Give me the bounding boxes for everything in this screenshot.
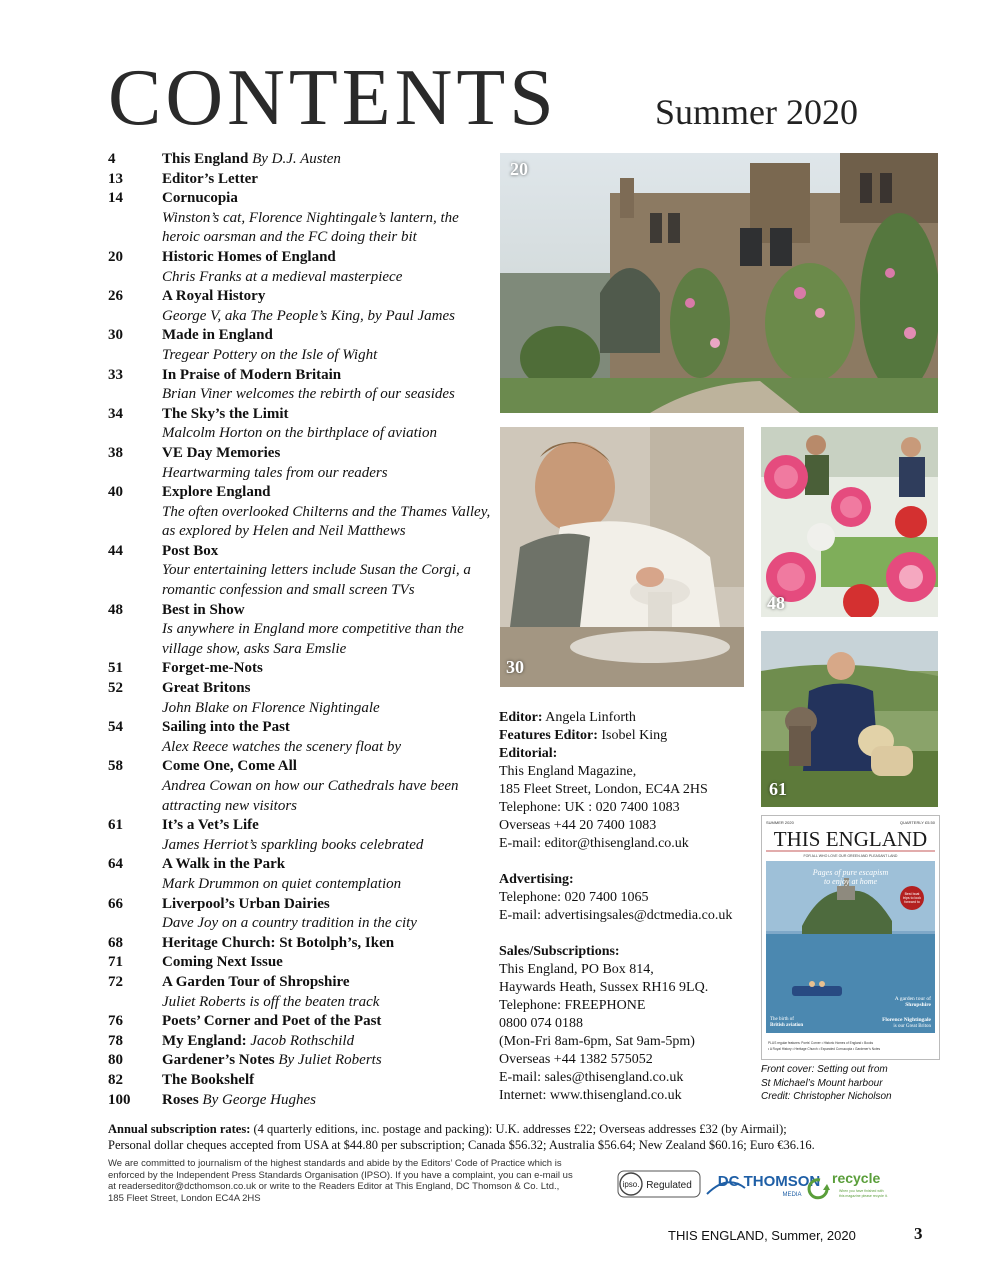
toc-title: It’s a Vet’s Life (162, 817, 259, 834)
toc-title: Post Box (162, 542, 219, 559)
cover-plus-line: • A Royal History • Heritage Church • Expanded Cornucopia • Gardener’s Notes (768, 1047, 881, 1051)
cover-headline-2: to enjoy at home (823, 877, 878, 886)
toc-entry-body (162, 855, 493, 894)
running-footer: THIS ENGLAND, Summer, 2020 (668, 1228, 856, 1243)
subscription-line-2: Personal dollar cheques accepted from USA at $44.80 per subscription; Canada $56.32; Australia $56.64; New Zealand $60.16; Euro €36.16. (108, 1138, 815, 1152)
ipso-line: at readerseditor@dcthomson.co.uk or write to the Readers Editor at This England, DC Thomson & Co. Ltd., (108, 1181, 560, 1192)
toc-title-line (162, 855, 493, 875)
toc-title: A Garden Tour of Shropshire (162, 973, 350, 990)
toc-entry-body (162, 601, 493, 660)
ipso-line: We are committed to journalism of the highest standards and abide by the Editors’ Code of Practice which is (108, 1158, 562, 1169)
toc-entry (108, 444, 493, 483)
toc-entry-body (162, 953, 493, 973)
toc-entry (108, 1071, 493, 1091)
photo-page-label: 48 (767, 593, 785, 613)
features-editor-label: Features Editor: (499, 728, 598, 743)
toc-page-number: 82 (108, 1071, 123, 1088)
toc-entry-body (162, 287, 493, 326)
toc-byline: By Juliet Roberts (278, 1052, 382, 1069)
toc-entry (108, 816, 493, 855)
toc-entry-body (162, 326, 493, 365)
dct-media: MEDIA (782, 1192, 802, 1198)
toc-entry-body (162, 189, 493, 248)
toc-description: Brian Viner welcomes the rebirth of our seasides (162, 386, 455, 403)
cover-badge-line: trips to look (903, 896, 921, 900)
toc-entry-body (162, 150, 493, 170)
cover-date: SUMMER 2020 (766, 820, 794, 825)
toc-description: John Blake on Florence Nightingale (162, 699, 380, 716)
toc-title-line (162, 189, 493, 209)
editor-name: Angela Linforth (545, 710, 636, 725)
toc-title-line (162, 1032, 493, 1052)
toc-entry-body (162, 718, 493, 757)
toc-entry-body (162, 679, 493, 718)
toc-entry (108, 953, 493, 973)
sales-line: Internet: www.thisengland.co.uk (499, 1088, 682, 1103)
toc-page-number: 13 (108, 170, 123, 187)
toc-entry-body (162, 757, 493, 816)
toc-title: Poets’ Corner and Poet of the Past (162, 1013, 382, 1030)
editorial-line: Overseas +44 20 7400 1083 (499, 818, 657, 833)
caption-line: Front cover: Setting out from (761, 1064, 888, 1075)
subscription-rates (108, 1121, 948, 1153)
cover-caption (761, 1063, 941, 1104)
toc-page-number: 80 (108, 1052, 123, 1069)
flower-show-image (761, 427, 938, 617)
toc-entry-body (162, 366, 493, 405)
vet-with-dogs-image (761, 631, 938, 807)
toc-page-number: 33 (108, 366, 123, 383)
toc-title-line (162, 973, 493, 993)
toc-entry (108, 895, 493, 934)
toc-title-line (162, 326, 493, 346)
toc-entry-body (162, 444, 493, 483)
toc-title: The Sky’s the Limit (162, 405, 289, 422)
toc-page-number: 51 (108, 660, 123, 677)
toc-entry-body (162, 405, 493, 444)
cover-right-line: A garden tour of (894, 996, 931, 1002)
toc-byline: By George Hughes (202, 1091, 316, 1108)
advertising-contact (499, 889, 754, 925)
toc-title-line (162, 953, 493, 973)
recycle-wordmark: recycle (832, 1170, 881, 1186)
cover-badge-line: Best boat (904, 892, 920, 896)
photo-page-label: 30 (506, 657, 524, 677)
toc-title: The Bookshelf (162, 1071, 255, 1088)
toc-title-line (162, 248, 493, 268)
dc-thomson-logo (707, 1173, 820, 1198)
ipso-statement (108, 1158, 598, 1204)
cover-right-line: Florence Nightingale (882, 1017, 931, 1023)
editorial-line: 185 Fleet Street, London, EC4A 2HS (499, 782, 708, 797)
toc-page-number: 34 (108, 405, 123, 422)
toc-title: My England: (162, 1032, 247, 1049)
page-title: CONTENTS (108, 54, 558, 142)
editorial-line: Telephone: UK : 020 7400 1083 (499, 800, 680, 815)
toc-title: A Royal History (162, 288, 266, 305)
toc-page-number: 100 (108, 1091, 131, 1108)
toc-byline: Jacob Rothschild (250, 1032, 355, 1049)
toc-page-number: 40 (108, 484, 123, 501)
toc-title-line (162, 679, 493, 699)
advertising-label: Advertising: (499, 872, 574, 887)
toc-entry (108, 1012, 493, 1032)
toc-title-line (162, 1071, 493, 1091)
editor-label: Editor: (499, 710, 543, 725)
toc-title-line (162, 542, 493, 562)
toc-entry (108, 659, 493, 679)
toc-title-line (162, 718, 493, 738)
cover-price: QUARTERLY £5.50 (899, 820, 935, 825)
toc-byline: By D.J. Austen (252, 151, 341, 167)
toc-description: James Herriot’s sparkling books celebrated (162, 836, 424, 853)
toc-title: Sailing into the Past (162, 719, 290, 736)
toc-title: A Walk in the Park (162, 856, 286, 873)
cover-right-line: is our Great Briton (893, 1024, 931, 1029)
toc-entry-body (162, 973, 493, 1012)
subscription-label: Annual subscription rates: (108, 1122, 251, 1136)
toc-description: Andrea Cowan on how our Cathedrals have been attracting new visitors (162, 778, 459, 814)
editorial-contact (499, 763, 754, 853)
toc-page-number: 20 (108, 248, 123, 265)
toc-description: Mark Drummon on quiet contemplation (162, 875, 402, 892)
toc-entry (108, 366, 493, 405)
toc-page-number: 68 (108, 934, 123, 951)
toc-entry (108, 973, 493, 1012)
toc-entry (108, 1032, 493, 1052)
toc-page-number: 71 (108, 954, 123, 971)
photo-vet (761, 631, 938, 807)
toc-entry (108, 287, 493, 326)
toc-title: Historic Homes of England (162, 248, 336, 265)
toc-title: Cornucopia (162, 190, 238, 207)
caption-line: Credit: Christopher Nicholson (761, 1091, 892, 1102)
toc-page-number: 54 (108, 719, 123, 736)
toc-title: Liverpool’s Urban Dairies (162, 895, 330, 912)
toc-title: Made in England (162, 327, 273, 344)
toc-title-line (162, 1091, 493, 1111)
cover-headline-1: Pages of pure escapism (812, 868, 889, 877)
sales-line: Overseas +44 1382 575052 (499, 1052, 653, 1067)
sales-line: Telephone: FREEPHONE (499, 998, 646, 1013)
toc-title: Come One, Come All (162, 758, 297, 775)
toc-page-number: 61 (108, 817, 123, 834)
toc-entry (108, 248, 493, 287)
toc-entry-body (162, 1091, 493, 1111)
toc-title: Explore England (162, 484, 271, 501)
toc-title-line (162, 934, 493, 954)
toc-title-line (162, 659, 493, 679)
toc-entry-body (162, 816, 493, 855)
toc-title-line (162, 405, 493, 425)
toc-page-number: 26 (108, 288, 123, 305)
toc-title-line (162, 1051, 493, 1071)
cover-masthead: THIS ENGLAND (773, 827, 928, 851)
toc-entry (108, 855, 493, 894)
recycle-logo (809, 1170, 888, 1198)
toc-entry (108, 1051, 493, 1071)
toc-title-line (162, 287, 493, 307)
potter-image (500, 427, 744, 687)
toc-entry-body (162, 1051, 493, 1071)
toc-page-number: 58 (108, 758, 123, 775)
recycle-sub: When you have finished with (839, 1189, 884, 1193)
sales-line: 0800 074 0188 (499, 1016, 583, 1031)
sales-line: This England, PO Box 814, (499, 962, 654, 977)
sales-label: Sales/Subscriptions: (499, 944, 620, 959)
cover-right-line: Shropshire (905, 1002, 931, 1008)
toc-page-number: 4 (108, 151, 116, 167)
cover-image (762, 816, 939, 1059)
toc-title: Gardener’s Notes (162, 1052, 275, 1069)
toc-description: Alex Reece watches the scenery float by (162, 738, 402, 755)
toc-entry (108, 542, 493, 601)
toc-page-number: 14 (108, 190, 123, 207)
toc-entry-body (162, 659, 493, 679)
toc-title-line (162, 1012, 493, 1032)
toc-title: Forget-me-Nots (162, 660, 263, 677)
toc-description: George V, aka The People’s King, by Paul James (162, 307, 456, 324)
toc-page-number: 44 (108, 542, 123, 559)
toc-description: Tregear Pottery on the Isle of Wight (162, 346, 378, 363)
toc-entry-body (162, 895, 493, 934)
cover-plus-line: PLUS regular features: Poets’ Corner • Historic Homes of England • Books (768, 1041, 874, 1045)
ipso-regulated: Regulated (646, 1180, 692, 1191)
sales-line: (Mon-Fri 8am-6pm, Sat 9am-5pm) (499, 1034, 695, 1049)
cover-left-line: The birth of (770, 1017, 794, 1022)
editorial-label: Editorial: (499, 746, 558, 761)
toc-entry (108, 679, 493, 718)
editorial-line: E-mail: editor@thisengland.co.uk (499, 836, 689, 851)
features-editor-name: Isobel King (601, 728, 668, 743)
toc-description: Your entertaining letters include Susan the Corgi, a romantic confession and small screen TVs (162, 562, 471, 599)
sales-line: Haywards Heath, Sussex RH16 9LQ. (499, 980, 709, 995)
photo-page-label: 20 (510, 159, 528, 179)
magazine-cover (761, 815, 940, 1060)
toc-description: Is anywhere in England more competitive than the village show, asks Sara Emslie (162, 621, 464, 657)
toc-title-line (162, 816, 493, 836)
toc-title: VE Day Memories (162, 444, 281, 461)
toc-entry (108, 601, 493, 660)
caption-line: St Michael’s Mount harbour (761, 1077, 883, 1089)
toc-entry (108, 934, 493, 954)
sales-line: E-mail: sales@thisengland.co.uk (499, 1070, 684, 1085)
advertising-line: E-mail: advertisingsales@dctmedia.co.uk (499, 908, 733, 923)
toc-entry (108, 1091, 493, 1111)
photo-historic-home (500, 153, 938, 413)
toc-description: Juliet Roberts is off the beaten track (162, 993, 380, 1010)
photo-page-label: 61 (769, 779, 787, 799)
toc-entry-body (162, 1032, 493, 1052)
cover-tagline: FOR ALL WHO LOVE OUR GREEN AND PLEASANT LAND (803, 854, 898, 858)
toc-page-number: 30 (108, 327, 123, 344)
toc-entry (108, 757, 493, 816)
toc-page-number: 66 (108, 895, 123, 912)
toc-description: Winston’s cat, Florence Nightingale’s lantern, the heroic oarsman and the FC doing their bit (162, 209, 459, 246)
dct-wordmark: DC THOMSON (717, 1173, 821, 1190)
toc-page-number: 52 (108, 680, 123, 697)
toc-title: Best in Show (162, 601, 245, 618)
editorial-info (499, 709, 754, 1105)
toc-title: In Praise of Modern Britain (162, 366, 342, 383)
publisher-logos (617, 1166, 917, 1202)
toc-title-line (162, 483, 493, 503)
recycle-sub: this magazine please recycle it. (839, 1194, 888, 1198)
issue-label: Summer 2020 (655, 92, 858, 132)
ipso-logo (618, 1171, 700, 1197)
toc-description: Dave Joy on a country tradition in the city (162, 915, 417, 932)
toc-page-number: 48 (108, 601, 123, 618)
toc-title-line (162, 366, 493, 386)
toc-page-number: 76 (108, 1013, 123, 1030)
toc-title-line (162, 757, 493, 777)
toc-description: Malcolm Horton on the birthplace of aviation (162, 425, 437, 442)
ipso-mark: ipso. (622, 1180, 640, 1189)
toc-entry-body (162, 1012, 493, 1032)
toc-title-line (162, 170, 493, 190)
toc-description: Heartwarming tales from our readers (162, 464, 388, 481)
toc-entry (108, 483, 493, 542)
toc-description: Chris Franks at a medieval masterpiece (162, 268, 403, 285)
toc-entry (108, 326, 493, 365)
toc-entry (108, 189, 493, 248)
toc-title: Great Britons (162, 680, 251, 697)
toc-title: Roses (162, 1091, 199, 1108)
toc-title: This England (162, 151, 249, 167)
toc-entry (108, 405, 493, 444)
toc-entry (108, 718, 493, 757)
toc-title-line (162, 444, 493, 464)
ipso-line: 185 Fleet Street, London EC4A 2HS (108, 1192, 261, 1204)
toc-title: Heritage Church: St Botolph’s, Iken (162, 934, 395, 951)
cover-left-line: British aviation (770, 1023, 804, 1028)
toc-entry-body (162, 483, 493, 542)
toc-title-line (162, 895, 493, 915)
ipso-line: enforced by the Independent Press Standards Organisation (IPSO). If you have a complaint, you can e-mail us (108, 1169, 573, 1181)
page-number: 3 (914, 1224, 923, 1243)
advertising-line: Telephone: 020 7400 1065 (499, 890, 649, 905)
toc-entry-body (162, 1071, 493, 1091)
photo-flower-show (761, 427, 938, 617)
cover-badge-line: forward to (904, 900, 920, 904)
toc-page-number: 38 (108, 444, 123, 461)
toc-entry-body (162, 934, 493, 954)
toc-title: Editor’s Letter (162, 170, 258, 187)
sales-contact (499, 961, 754, 1105)
photo-potter (500, 427, 744, 687)
subscription-line-1: (4 quarterly editions, inc. postage and packing): U.K. addresses £22; Overseas addresses £32 (by Airmail); (250, 1122, 787, 1136)
editorial-line: This England Magazine, (499, 764, 637, 779)
toc-title-line (162, 601, 493, 621)
toc-page-number: 64 (108, 856, 123, 873)
toc-description: The often overlooked Chilterns and the Thames Valley, as explored by Helen and Neil Matthews (162, 503, 491, 540)
contents-list (108, 150, 493, 1110)
toc-page-number: 72 (108, 973, 123, 990)
toc-entry-body (162, 248, 493, 287)
toc-title: Coming Next Issue (162, 954, 283, 971)
toc-title-line (162, 150, 493, 170)
toc-entry (108, 150, 493, 170)
toc-entry-body (162, 542, 493, 601)
toc-entry-body (162, 170, 493, 190)
toc-page-number: 78 (108, 1032, 123, 1049)
historic-home-image (500, 153, 938, 413)
toc-entry (108, 170, 493, 190)
